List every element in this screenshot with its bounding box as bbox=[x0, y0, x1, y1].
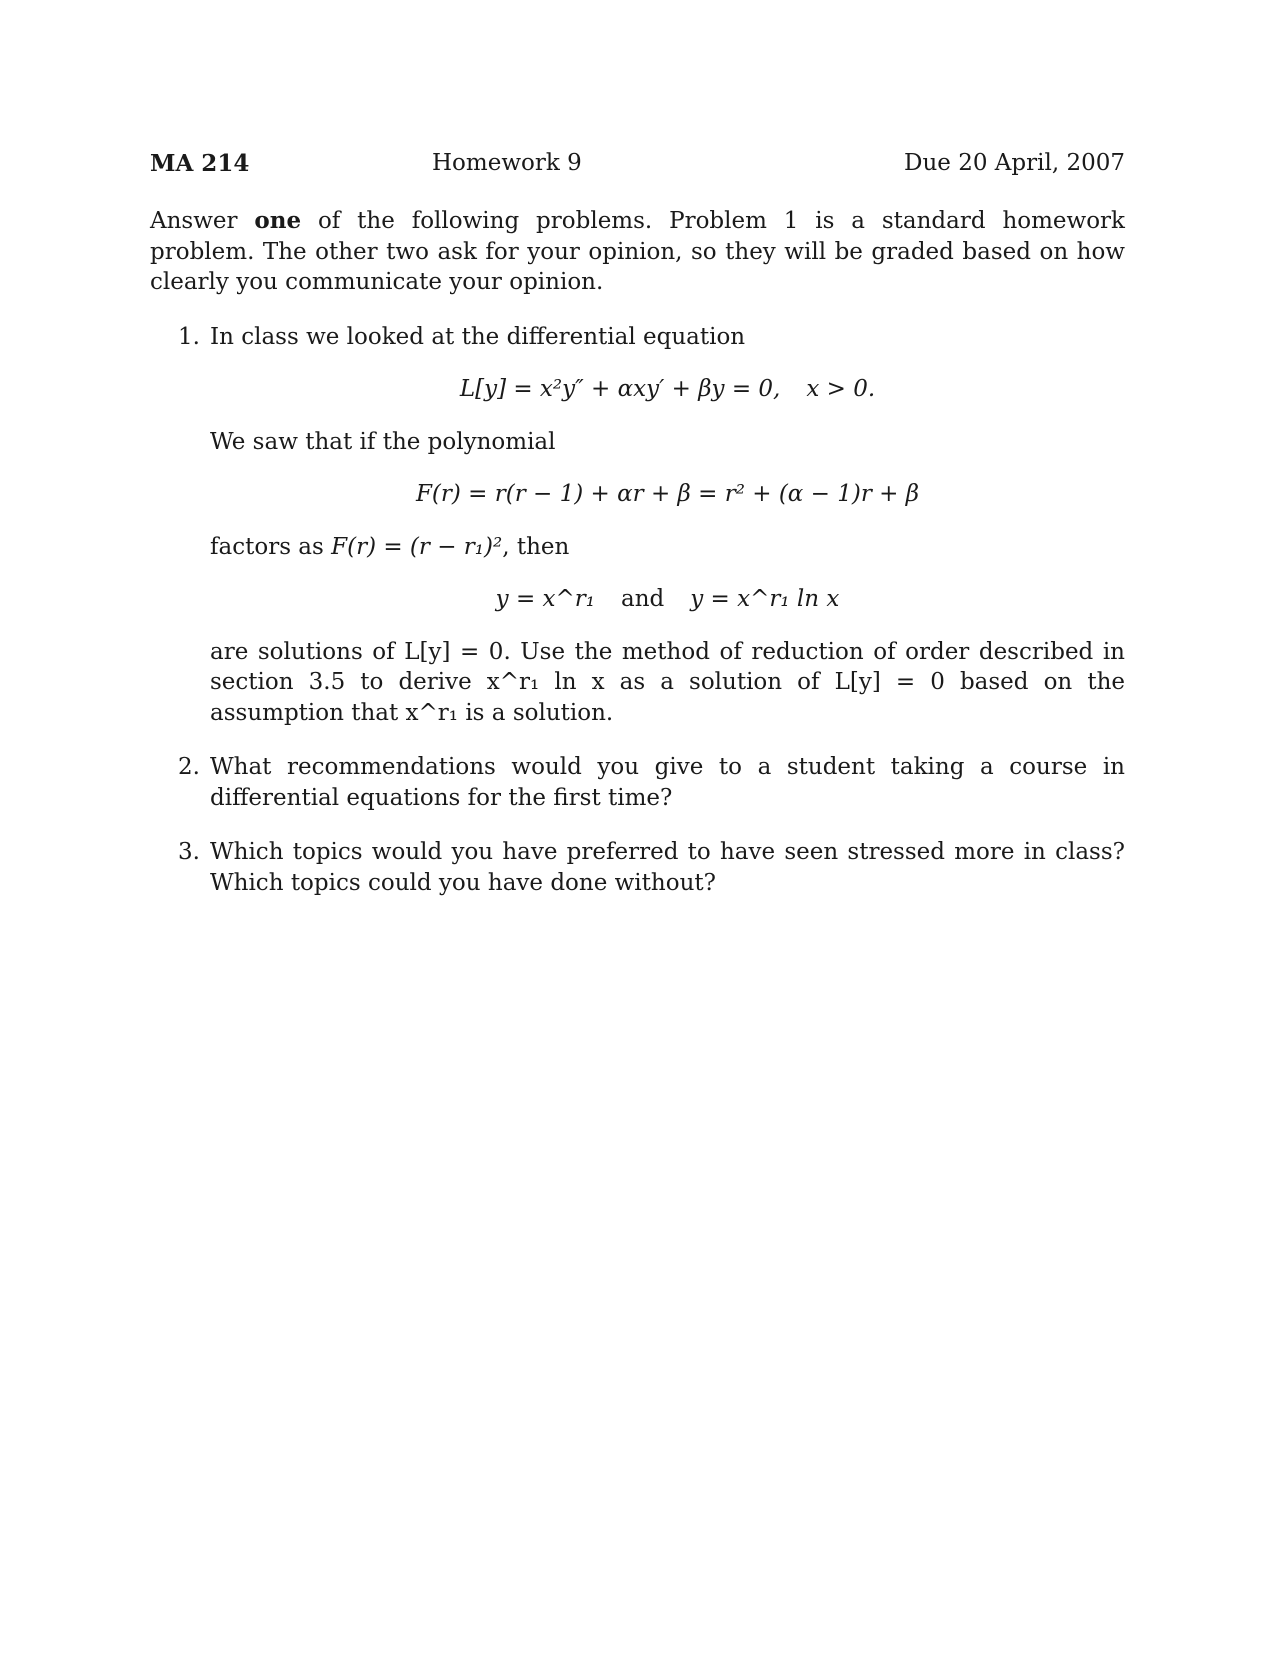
problem-number: 2. bbox=[178, 754, 200, 780]
page-header bbox=[150, 150, 1125, 184]
factors-then: , then bbox=[502, 533, 570, 560]
homework-title: Homework 9 bbox=[432, 150, 582, 176]
problem-1-polynomial-text: We saw that if the polynomial bbox=[210, 428, 556, 455]
course-code: MA 214 bbox=[150, 150, 250, 177]
problem-3-text: Which topics would you have preferred to have seen stressed more in class? Which topics could you have done without? bbox=[210, 839, 1125, 896]
intro-paragraph bbox=[150, 206, 1125, 298]
intro-emphasis: one bbox=[254, 207, 302, 234]
intro-text-start: Answer bbox=[150, 208, 255, 234]
problem-number: 3. bbox=[178, 839, 200, 865]
problem-number: 1. bbox=[178, 323, 200, 350]
document-body bbox=[150, 206, 1125, 898]
equation-solutions bbox=[210, 584, 1125, 615]
due-date: Due 20 April, 2007 bbox=[904, 150, 1125, 176]
equation-polynomial: F(r) = r(r − 1) + αr + β = r² + (α − 1)r + β bbox=[415, 481, 920, 507]
solution-2: y = x^r₁ ln x bbox=[690, 586, 840, 612]
factors-math: F(r) = (r − r₁)² bbox=[331, 533, 503, 560]
problem-2-text: What recommendations would you give to a student taking a course in differential equations for the first time? bbox=[210, 754, 1125, 811]
problem-list bbox=[150, 322, 1125, 899]
equation-differential bbox=[210, 374, 1125, 405]
problem-1 bbox=[150, 322, 1125, 729]
problem-1-task: are solutions of L[y] = 0. Use the method of reduction of order described in section 3.5 to derive x^r₁ ln x as a solution of L[y] = 0 based on the assumption that x^r₁ is a solution. bbox=[210, 638, 1125, 726]
equation-lhs: L[y] = x²y″ + αxy′ + βy = 0, bbox=[459, 376, 781, 402]
intro-text-end: of the following problems. Problem 1 is a standard homework problem. The other two ask for your opinion, so they will be graded based on how clearly you communicate your opinion. bbox=[150, 208, 1125, 295]
problem-2 bbox=[150, 752, 1125, 813]
solution-1: y = x^r₁ bbox=[495, 586, 595, 612]
factors-text: factors as bbox=[210, 533, 332, 560]
problem-1-intro: In class we looked at the differential equation bbox=[210, 323, 746, 350]
problem-1-factors-text bbox=[210, 532, 1125, 563]
problem-3 bbox=[150, 837, 1125, 898]
equation-condition: x > 0. bbox=[806, 376, 876, 402]
solutions-and: and bbox=[621, 586, 665, 612]
